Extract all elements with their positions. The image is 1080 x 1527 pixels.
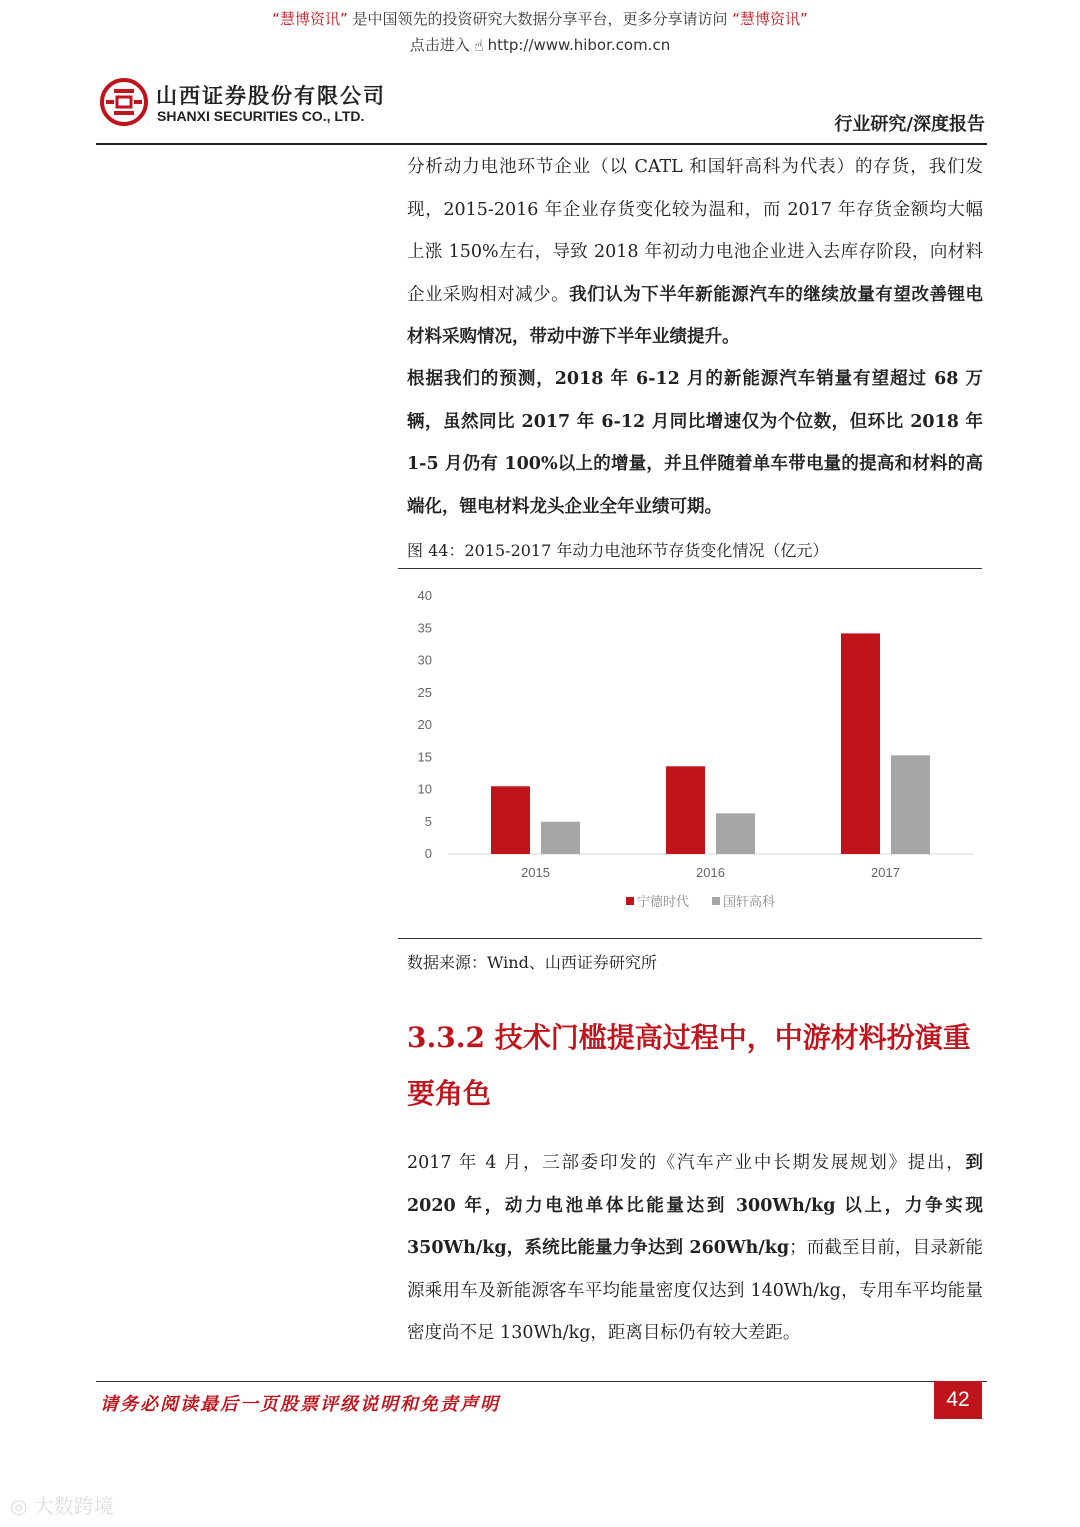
company-name-en: SHANXI SECURITIES CO., LTD.	[157, 108, 365, 124]
bar-宁德时代-2016	[666, 766, 705, 854]
y-tick-label: 30	[417, 652, 432, 668]
top-banner-line2	[0, 34, 1080, 55]
bar-宁德时代-2017	[841, 633, 880, 854]
watermark	[10, 1490, 114, 1519]
watermark-text: 大数跨境	[33, 1494, 114, 1518]
paragraph-2-bold: 根据我们的预测，2018 年 6-12 月的新能源汽车销量有望超过 68 万辆，虽然同比 2017 年 6-12 月同比增速仅为个位数，但环比 2018 年 1-5 月仍有 100%以上的增量，并且伴随着单车带电量的提高和材料的高端化，锂电材料龙头企业全年业绩可期。	[407, 369, 983, 517]
y-tick-label: 0	[424, 846, 432, 861]
bar-国轩高科-2016	[716, 813, 755, 854]
paragraph-2	[407, 358, 983, 528]
figure-bottom-rule	[398, 938, 982, 939]
header-divider	[96, 143, 987, 145]
report-type: 行业研究/深度报告	[834, 114, 985, 135]
bar-国轩高科-2015	[541, 822, 580, 854]
x-tick-label: 2015	[521, 865, 550, 880]
figure-source: 数据来源：Wind、山西证券研究所	[407, 953, 657, 972]
top-banner-line1	[0, 8, 1080, 29]
x-tick-label: 2016	[696, 865, 725, 880]
y-tick-label: 5	[424, 813, 432, 829]
legend-swatch	[626, 897, 634, 905]
x-tick-label: 2017	[871, 865, 900, 880]
bar-国轩高科-2017	[891, 755, 930, 854]
banner-url-link[interactable]: http://www.hibor.com.cn	[487, 36, 671, 54]
paragraph-1	[407, 146, 983, 359]
paragraph-3-text-2: ；而截至目前，目录新能源乘用车及新能源客车平均能量密度仅达到 140Wh/kg，专用车平均能量密度尚不足 130Wh/kg，距离目标仍有较大差距。	[407, 1238, 983, 1343]
y-tick-label: 40	[417, 588, 432, 603]
y-tick-label: 20	[417, 717, 432, 732]
legend-label: 国轩高科	[723, 895, 776, 910]
pointer-hand-icon: ☝	[473, 36, 484, 55]
paragraph-3	[407, 1142, 983, 1355]
company-name-cn: 山西证券股份有限公司	[156, 84, 386, 108]
footer-divider	[96, 1381, 987, 1382]
bar-宁德时代-2015	[491, 786, 530, 854]
watermark-icon: ◎	[10, 1494, 34, 1518]
paragraph-1-text: 分析动力电池环节企业（以 CATL 和国轩高科为代表）的存货，我们发现，2015-2016 年企业存货变化较为温和，而 2017 年存货金额均大幅上涨 150%左右，导致 2018 年初动力电池企业进入去库存阶段，向材料企业采购相对减少。	[407, 157, 983, 305]
legend-swatch	[712, 897, 720, 905]
page-number: 42	[934, 1381, 982, 1419]
figure-top-rule	[398, 568, 982, 569]
y-tick-label: 15	[417, 749, 432, 765]
y-tick-label: 10	[417, 781, 432, 797]
banner-brand: “慧博资讯”	[272, 10, 348, 28]
paragraph-1-bold: 我们认为下半年新能源汽车的继续放量有望改善锂电材料采购情况，带动中游下半年业绩提升。	[407, 284, 984, 347]
paragraph-3-bold: 到 2020 年，动力电池单体比能量达到 300Wh/kg 以上，力争实现 350Wh/kg，系统比能量力争达到 260Wh/kg	[407, 1153, 983, 1258]
y-tick-label: 35	[417, 620, 432, 636]
banner-text: 是中国领先的投资研究大数据分享平台，更多分享请访问	[347, 10, 733, 28]
paragraph-3-text-1: 2017 年 4 月，三部委印发的《汽车产业中长期发展规划》提出，	[407, 1153, 966, 1173]
figure-title: 图 44：2015-2017 年动力电池环节存货变化情况（亿元）	[407, 541, 829, 560]
banner-brand-2: “慧博资讯”	[732, 10, 808, 28]
section-heading: 3.3.2 技术门槛提高过程中，中游材料扮演重要角色	[407, 1021, 971, 1110]
inventory-bar-chart	[398, 578, 982, 930]
y-tick-label: 25	[417, 684, 432, 700]
footer-disclaimer: 请务必阅读最后一页股票评级说明和免责声明	[100, 1394, 500, 1415]
banner-click-prefix: 点击进入	[409, 36, 470, 54]
company-logo-icon	[100, 78, 148, 126]
legend-label: 宁德时代	[637, 895, 690, 910]
